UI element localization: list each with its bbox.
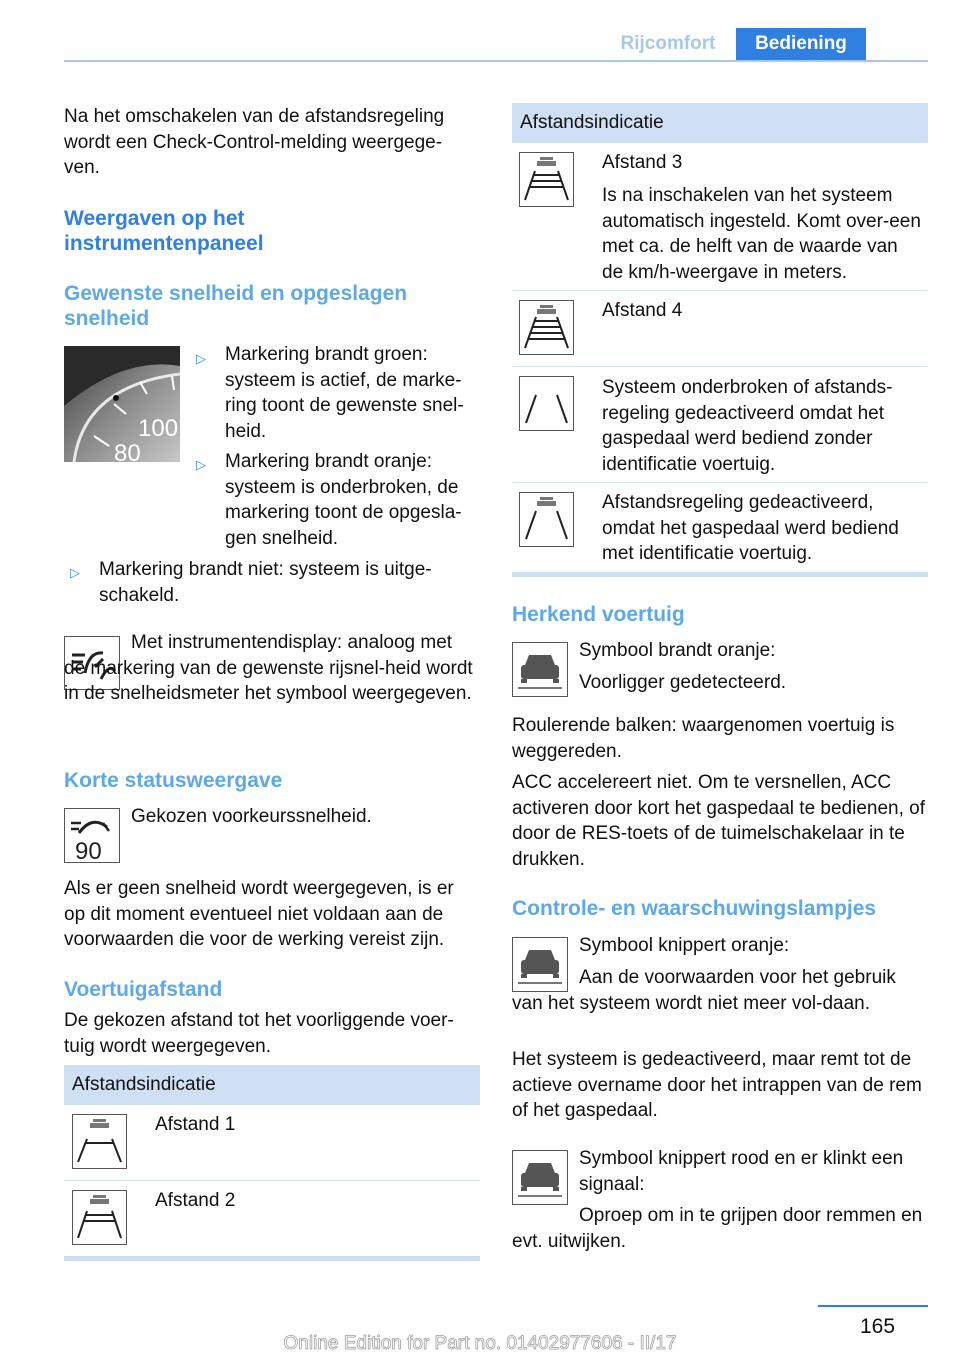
tab-rijcomfort[interactable]: Rijcomfort (620, 33, 716, 54)
vehicle-line-1: Symbool brandt oranje: (579, 640, 776, 661)
preferred-speed-icon (64, 808, 120, 863)
bullet-green: Markering brandt groen: systeem is actief, de marke-ring toont de gewenste snel-heid. (225, 344, 464, 442)
table-row-divider (512, 290, 928, 291)
row-distance-3-title: Afstand 3 (602, 152, 683, 173)
heading-short-status: Korte statusweergave (64, 769, 283, 792)
preferred-speed-value: 90 (75, 838, 102, 862)
system-interrupted-icon (519, 376, 574, 431)
lamp1-line-2: Aan de voorwaarden voor het gebruik van het systeem wordt niet meer vol-daan. (512, 967, 896, 1014)
bullet-orange: Markering brandt oranje: systeem is onderbroken, de markering toont de opgesla-gen snelheid. (225, 451, 462, 549)
table-row-divider (512, 482, 928, 483)
table-header: Afstandsindicatie (64, 1065, 480, 1105)
row-interrupted-text: Systeem onderbroken of afstands-regeling gedeactiveerd omdat het gaspedaal werd bediend zonder identificatie voertuig. (602, 377, 893, 475)
table-end-bar (512, 572, 928, 577)
heading-detected-vehicle: Herkend voertuig (512, 603, 685, 626)
header-divider (64, 60, 928, 62)
gauge-label-100: 100 (138, 415, 179, 442)
heading-desired-speed: Gewenste snelheid en opgeslagen snelheid (64, 282, 408, 330)
distance-text: De gekozen afstand tot het voorliggende voer-tuig wordt weergegeven. (64, 1010, 454, 1057)
table-end-bar (64, 1256, 480, 1261)
deactivated-with-vehicle-icon (519, 492, 574, 547)
row-deactivated-text: Afstandsregeling gedeactiveerd, omdat het gaspedaal werd bediend met identificatie voertuig. (602, 492, 899, 564)
lamp1-line-1: Symbool knippert oranje: (579, 935, 790, 956)
distance-1-icon (72, 1114, 127, 1169)
gauge-label-80: 80 (114, 440, 141, 462)
row-distance-3-text: Is na inschakelen van het systeem automatisch ingesteld. Komt over-een met ca. de helft van de waarde van de km/h-weergave in meters. (602, 185, 921, 283)
vehicle-warning-red-icon (512, 1150, 568, 1205)
table-row-divider (64, 1180, 480, 1181)
heading-vehicle-distance: Voertuigafstand (64, 978, 223, 1001)
display-text: Met instrumentendisplay: analoog met de markering van de gewenste rijsnel-heid wordt in de snelheidsmeter het symbool weergegeven. (64, 632, 473, 704)
bullet-icon: ▷ (70, 565, 80, 580)
section-heading-instrument-panel: Weergaven op het instrumentenpaneel (64, 207, 264, 255)
heading-warning-lamps: Controle- en waarschuwingslampjes (512, 897, 877, 920)
rolling-bars-text: Roulerende balken: waargenomen voertuig is weggereden. (512, 715, 895, 762)
vehicle-line-2: Voorligger gedetecteerd. (579, 672, 787, 693)
bullet-off: Markering brandt niet: systeem is uitge-schakeld. (99, 559, 432, 606)
edition-footer: Online Edition for Part no. 01402977606 - II/17 (283, 1333, 677, 1354)
distance-3-icon (519, 152, 574, 207)
footer-divider (818, 1305, 928, 1307)
speedometer-image (64, 346, 180, 462)
distance-2-icon (72, 1190, 127, 1245)
table-cell-distance-2: Afstand 2 (155, 1190, 236, 1211)
tab-bediening[interactable]: Bediening (736, 28, 866, 60)
vehicle-detected-icon (512, 642, 568, 697)
table-header-right: Afstandsindicatie (512, 103, 928, 143)
row-distance-4-title: Afstand 4 (602, 300, 683, 321)
deactivated-text: Het systeem is gedeactiveerd, maar remt tot de actieve overname door het intrappen van de rem of het gaspedaal. (512, 1049, 922, 1121)
lamp2-line-2: Oproep om in te grijpen door remmen en evt. uitwijken. (512, 1205, 923, 1252)
bullet-icon: ▷ (196, 351, 206, 366)
status-text: Gekozen voorkeurssnelheid. (131, 806, 372, 827)
lamp2-line-1: Symbool knippert rood en er klinkt een signaal: (579, 1148, 904, 1195)
acc-text: ACC accelereert niet. Om te versnellen, ACC activeren door kort het gaspedaal te bedienen, of door de RES-toets of de tuimelschakelaar in te drukken. (512, 772, 926, 870)
table-cell-distance-1: Afstand 1 (155, 1114, 236, 1135)
page-number: 165 (860, 1315, 896, 1338)
table-row-divider (512, 366, 928, 367)
no-speed-text: Als er geen snelheid wordt weergegeven, is er op dit moment eventueel niet voldaan aan de voorwaarden die voor de werking vereist zijn. (64, 878, 454, 950)
bullet-icon: ▷ (196, 457, 206, 472)
intro-text: Na het omschakelen van de afstandsregeling wordt een Check-Control-melding weergege-ven. (64, 106, 445, 178)
distance-4-icon (519, 300, 574, 355)
